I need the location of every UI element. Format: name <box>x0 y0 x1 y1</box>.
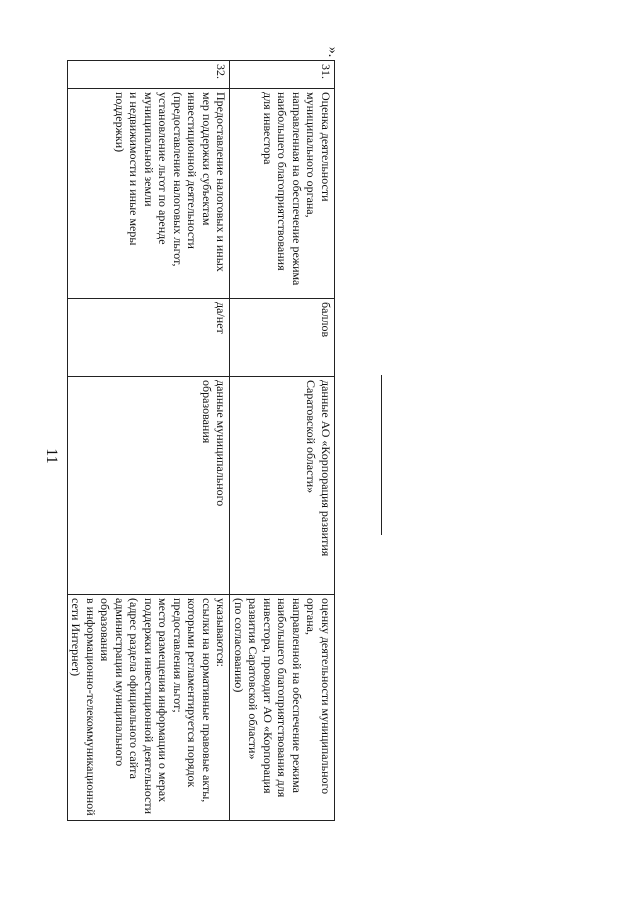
indicator-name: Оценка деятельности муниципального органа, направленная на обеспечение режима наибольшего благоприятствования для инвестора <box>230 89 335 299</box>
data-source: данные муниципального образования <box>68 377 231 595</box>
indicator-name: Предоставление налоговых и иных мер поддержки субъектам инвестиционной деятельности (предоставление налоговых льгот, установление льгот по аренде муниципальной земли и недвижимости и иные меры поддержки) <box>68 89 231 299</box>
table-row <box>68 61 231 821</box>
table-row <box>230 61 335 821</box>
calculation-method: указываются: ссылки на нормативные правовые акты, которыми регламентируется порядок предоставления льгот; место размещения информации о мерах поддержки инвестиционной деятельности (адрес раздела официального сайта администрации муниципального образования в информационно-телекоммуникационной сети Интернет) <box>68 595 231 821</box>
indicator-unit: баллов <box>230 299 335 377</box>
indicator-table <box>67 60 335 821</box>
data-source: данные АО «Корпорация развития Саратовской области» <box>230 377 335 595</box>
divider-line <box>381 375 382 535</box>
row-number: 32. <box>68 61 231 89</box>
row-number: 31. <box>230 61 335 89</box>
closing-quote: ». <box>325 46 340 58</box>
calculation-method: оценку деятельности муниципального органа, направленной на обеспечение режима наибольшего благоприятствования для инвестора, проводит АО «Корпорация развития Саратовской области» (по согласованию) <box>230 595 335 821</box>
page-number: 11 <box>43 448 60 464</box>
indicator-unit: да/нет <box>68 299 231 377</box>
indicator-table-container <box>69 60 335 820</box>
